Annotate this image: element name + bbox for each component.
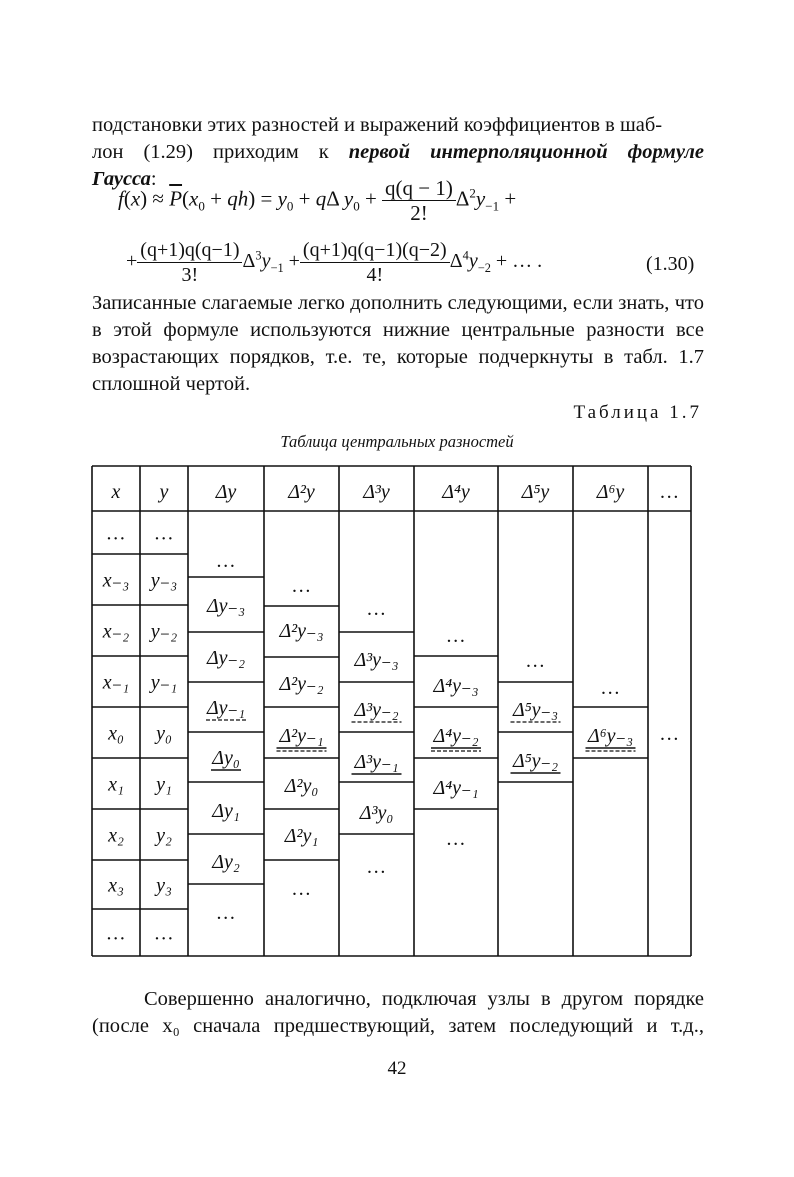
d5-value-1: Δ⁵y₋₃ bbox=[512, 699, 559, 721]
d2-value-2: Δ²y₋₂ bbox=[279, 673, 324, 695]
d4-value-3: Δ⁴y₋₁ bbox=[433, 777, 479, 799]
y-value-3: y₋₁ bbox=[150, 671, 178, 694]
header-7: Δ⁶y bbox=[596, 481, 625, 503]
x-value-5: x₁ bbox=[108, 773, 124, 796]
header-3: Δ²y bbox=[288, 481, 315, 503]
d4-value-1: Δ⁴y₋₃ bbox=[433, 675, 479, 697]
d2-value-5: Δ²y₁ bbox=[284, 825, 319, 847]
header-8: … bbox=[660, 481, 679, 503]
paragraph-3 bbox=[92, 986, 704, 1040]
formula-line-2: + $\frac{(q+1)q(q-1)}{3!}$ $\Delta^3y_{-1}$ + $\frac{(q+1)q(q-1)(q-2)}{4!}$ $\Delta^4y_{-2}$ + … . bbox=[126, 239, 543, 286]
y-value-6: y₂ bbox=[156, 824, 172, 847]
header-4: Δ³y bbox=[363, 481, 390, 503]
fraction-3-numerator: (q+1)q(q−1)(q−2) bbox=[300, 238, 450, 263]
x-value-8: … bbox=[107, 922, 125, 945]
header-1: y bbox=[159, 481, 169, 503]
d6-value-1: Δ⁶y₋₃ bbox=[587, 725, 634, 747]
table-caption: Таблица центральных разностей bbox=[280, 432, 514, 451]
intro-line-1: подстановки этих разностей и выражений коэффициентов в шаб- bbox=[92, 114, 663, 136]
y-value-5: y₁ bbox=[156, 773, 172, 796]
fraction-2-denominator: 3! bbox=[181, 264, 199, 286]
d2-value-3: Δ²y₋₁ bbox=[279, 725, 324, 747]
y-value-4: y₀ bbox=[156, 722, 172, 745]
y-value-1: y₋₃ bbox=[150, 569, 178, 592]
fraction-1-numerator: q(q − 1) bbox=[382, 176, 456, 201]
d1-value-1: Δy₋₃ bbox=[206, 595, 246, 617]
y-value-0: … bbox=[155, 522, 173, 545]
d4-value-2: Δ⁴y₋₂ bbox=[433, 725, 479, 747]
d1-value-7: … bbox=[217, 902, 235, 924]
d5-value-0: … bbox=[526, 650, 545, 672]
y-value-8: … bbox=[155, 922, 173, 945]
d1-value-6: Δy₂ bbox=[212, 851, 240, 873]
x-value-6: x₂ bbox=[108, 824, 124, 847]
x-value-1: x₋₃ bbox=[102, 569, 130, 592]
extra-col-0: … bbox=[660, 723, 679, 745]
intro-colon: : bbox=[150, 168, 157, 190]
d6-value-0: … bbox=[601, 677, 620, 699]
fraction-1-denominator: 2! bbox=[410, 201, 428, 225]
d1-value-0: … bbox=[217, 550, 235, 572]
d1-value-2: Δy₋₂ bbox=[206, 647, 246, 669]
d3-value-2: Δ³y₋₂ bbox=[354, 699, 399, 721]
y-value-7: y₃ bbox=[156, 874, 172, 897]
x-value-7: x₃ bbox=[108, 874, 124, 897]
paragraph-3-line-1: Совершенно аналогично, подключая узлы в другом порядке bbox=[144, 988, 704, 1010]
d2-value-1: Δ²y₋₃ bbox=[279, 620, 324, 642]
d5-value-2: Δ⁵y₋₂ bbox=[512, 750, 559, 772]
x-value-3: x₋₁ bbox=[102, 671, 130, 694]
y-value-2: y₋₂ bbox=[150, 620, 178, 643]
d2-value-6: … bbox=[292, 878, 311, 900]
d3-value-3: Δ³y₋₁ bbox=[354, 751, 399, 773]
table-label: Таблица 1.7 bbox=[573, 402, 702, 423]
d3-value-5: … bbox=[367, 856, 386, 878]
d2-value-0: … bbox=[292, 575, 311, 597]
page-number: 42 bbox=[387, 1058, 407, 1079]
intro-line-2-text: лон (1.29) приходим к bbox=[92, 141, 349, 163]
d4-value-0: … bbox=[447, 625, 465, 647]
x-value-4: x₀ bbox=[108, 722, 124, 745]
gauss-name: Гаусса bbox=[92, 168, 151, 190]
header-5: Δ⁴y bbox=[442, 481, 470, 503]
header-0: x bbox=[111, 481, 121, 503]
paragraph-2-text: Записанные слагаемые легко дополнить следующими, если знать, что в этой формуле используются нижние центральные разности все возрастающих порядков, т.е. те, которые подчеркнуты в табл. 1.7 сплошной чертой. bbox=[92, 292, 704, 395]
d3-value-1: Δ³y₋₃ bbox=[354, 649, 399, 671]
d1-value-3: Δy₋₁ bbox=[206, 697, 246, 719]
fraction-2-numerator: (q+1)q(q−1) bbox=[137, 238, 242, 263]
d2-value-4: Δ²y₀ bbox=[284, 775, 319, 797]
x-value-0: … bbox=[107, 522, 125, 545]
fraction-3-denominator: 4! bbox=[366, 264, 384, 286]
header-2: Δy bbox=[215, 481, 237, 503]
d3-value-0: … bbox=[367, 598, 386, 620]
x-value-2: x₋₂ bbox=[102, 620, 130, 643]
formula-number: (1.30) bbox=[646, 253, 695, 275]
formula-line-1: $f(x) \approx \overline{P}(x_0 + qh) = y_0 + q\Delta$ $y_0$ + $\frac{q(q - 1)}{2!}$ $\Delta^2y_{-1}$ + bbox=[118, 176, 517, 225]
d4-value-4: … bbox=[447, 828, 465, 850]
header-6: Δ⁵y bbox=[521, 481, 550, 503]
d3-value-4: Δ³y₀ bbox=[359, 802, 394, 824]
d1-value-5: Δy₁ bbox=[212, 800, 240, 822]
paragraph-3-line-2: (после x₀ сначала предшествующий, затем последующий и т.д., bbox=[92, 1015, 704, 1037]
gauss-formula-name: первой интерполяционной формуле bbox=[348, 141, 704, 163]
d1-value-4: Δy₀ bbox=[212, 747, 240, 769]
